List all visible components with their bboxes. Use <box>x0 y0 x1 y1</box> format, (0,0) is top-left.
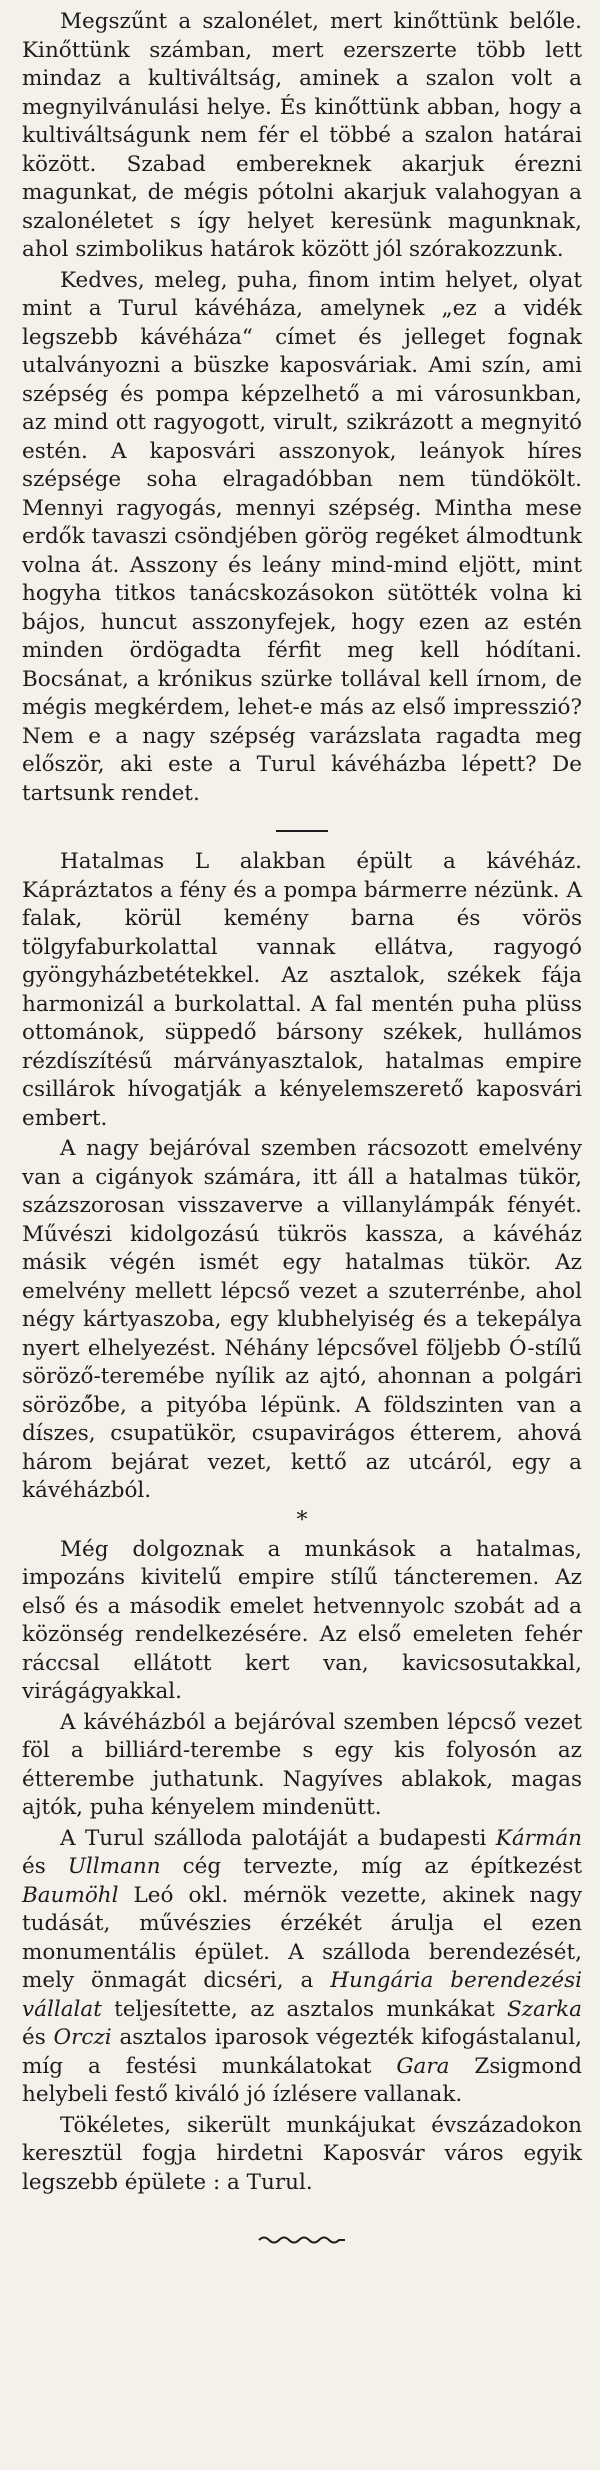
name-gara: Gara <box>396 2053 450 2079</box>
paragraph-cafe-layout: A nagy bejáróval szemben rácsozott emelvény van a cigányok számára, itt áll a hatalmas tükör, százszorosan visszaverve a villanylámpák fényét. Művészi kidolgozású tükrös kassza, a kávéház másik végén ismét egy hatalmas tükör. Az emelvény mellett lépcső vezet a szuterrénbe, ahol négy kártyaszoba, egy klubhelyiség és a tekepálya nyert elhelyezést. Néhány lépcsővel följebb Ó-stílű söröző-teremébe nyílik az ajtó, ahonnan a polgári söröző́be, a pityóba lépünk. A földszinten van a díszes, csupatükör, csupavirágos étterem, ahová három bejárat vezet, kettő az utcáról, egy a kávéházból. <box>22 1136 582 1503</box>
paragraph-opening-night: Kedves, meleg, puha, finom intim helyet, olyat mint a Turul kávéháza, amelynek „ez a vidék legszebb kávéháza“ címet és jelleget fognak utalványozni a büszke kaposváriak. Ami szín, ami szépség és pompa képzelhető a mi városunkban, az mind ott ragyogott, virult, szikrázott a megnyitó estén. A kaposvári asszonyok, leányok híres szépsége soha elragadóbban nem tündökölt. Mennyi ragyogás, mennyi szépség. Mintha mese erdők tavaszi csöndjében görög regéket álmodtunk volna át. Asszony és leány mind-mind eljött, mint hogyha titkos tanácskozásokon sütötték volna ki bájos, huncut asszonyfejek, hogy ezen az estén minden ördögadta férfit meg kell hódítani. Bocsánat, a krónikus szürke tollával kell írnom, de mégis megkérdem, lehet-e más az első impresszió? Nem e a nagy szépség varázslata ragadta meg először, aki este a Turul kávéházba lépett? De tartsunk rendet. <box>22 267 582 806</box>
section-divider <box>276 830 328 832</box>
paragraph-closing: Tökéletes, sikerült munkájukat évszázadokon keresztül fogja hirdetni Kaposvár város egyik legszebb épülete : a Turul. <box>22 2112 582 2195</box>
name-ullmann: Ullmann <box>67 1854 161 1879</box>
asterism-divider: * <box>296 1507 308 1533</box>
paragraph-intro: Megszűnt a szalonélet, mert kinőttünk belőle. Kinőttünk számban, mert ezerszerte több lett mindaz a kultiváltság, aminek a szalon volt a megnyilvánulási helye. És kinőttünk abban, hogy a kultiváltságunk nem fér el többé a szalon határai között. Szabad embereknek akarjuk érezni magunkat, de mégis pótolni akarjuk valahogyan a szalonéletet s így helyet keresünk magunknak, ahol szimbolikus határok között jól szórakozzunk. <box>22 9 582 262</box>
name-karman: Kármán <box>495 1825 582 1851</box>
builders-text-8: Zsigmond helybeli festő kiváló jó ízlésere vallanak. <box>22 2053 582 2107</box>
builders-text-2: és <box>22 1854 68 1879</box>
name-hungaria: Hungária berendezési vállalat <box>22 1968 582 2022</box>
builders-text-4: Leó okl. mérnök vezette, akinek nagy tudását, művészies érzékét árulja el ezen monumentális épület. A szálloda berendezését, mely önmagát dicséri, a <box>22 1882 582 1993</box>
paragraph-builders <box>22 1825 582 2110</box>
name-baumohl: Baumöhl <box>22 1882 119 1908</box>
paragraph-ballroom: Még dolgoznak a munkások a hatalmas, impozáns kivitelű empire stílű táncteremen. Az első és a második emelet hetvennyolc szobát ad a közönség rendelkezésére. Az első emeleten fehér ráccsal ellátott kert van, kavicsosutakkal, virágágyakkal. <box>22 1536 582 1704</box>
name-szarka: Szarka <box>507 1996 582 2022</box>
end-flourish-icon <box>257 2233 347 2247</box>
builders-text-7: asztalos iparosok végezték kifogástalanul, míg a festési munkálatokat <box>22 2025 582 2079</box>
paragraph-billiard: A kávéházból a bejáróval szemben lépcső vezet föl a billiárd-terembe s egy kis folyosón az étterembe juthatunk. Nagyíves ablakok, magas ajtók, puha kényelem mindenütt. <box>22 1709 582 1820</box>
builders-text-1: A Turul szálloda palotáját a budapesti <box>60 1825 496 1851</box>
paragraph-cafe-description: Hatalmas L alakban épült a kávéház. Kápráztatos a fény és a pompa bármerre nézünk. A falak, körül kemény barna és vörös tölgyfaburkolattal vannak ellátva, ragyogó gyöngyházbetétekkel. Az asztalok, székek fája harmonizál a burkolattal. A fal mentén puha plüss ottománok, süppedő bársony székek, hullámos rézdíszítésű márványasztalok, hatalmas empire csillárok hívogatják a kényelemszerető kaposvári embert. <box>22 849 582 1131</box>
name-orczi: Orczi <box>53 2025 112 2050</box>
builders-text-5: teljesítette, az asztalos munkákat <box>101 1996 507 2022</box>
builders-text-6: és <box>22 2025 54 2050</box>
builders-text-3: cég tervezte, míg az építkezést <box>160 1854 583 1879</box>
